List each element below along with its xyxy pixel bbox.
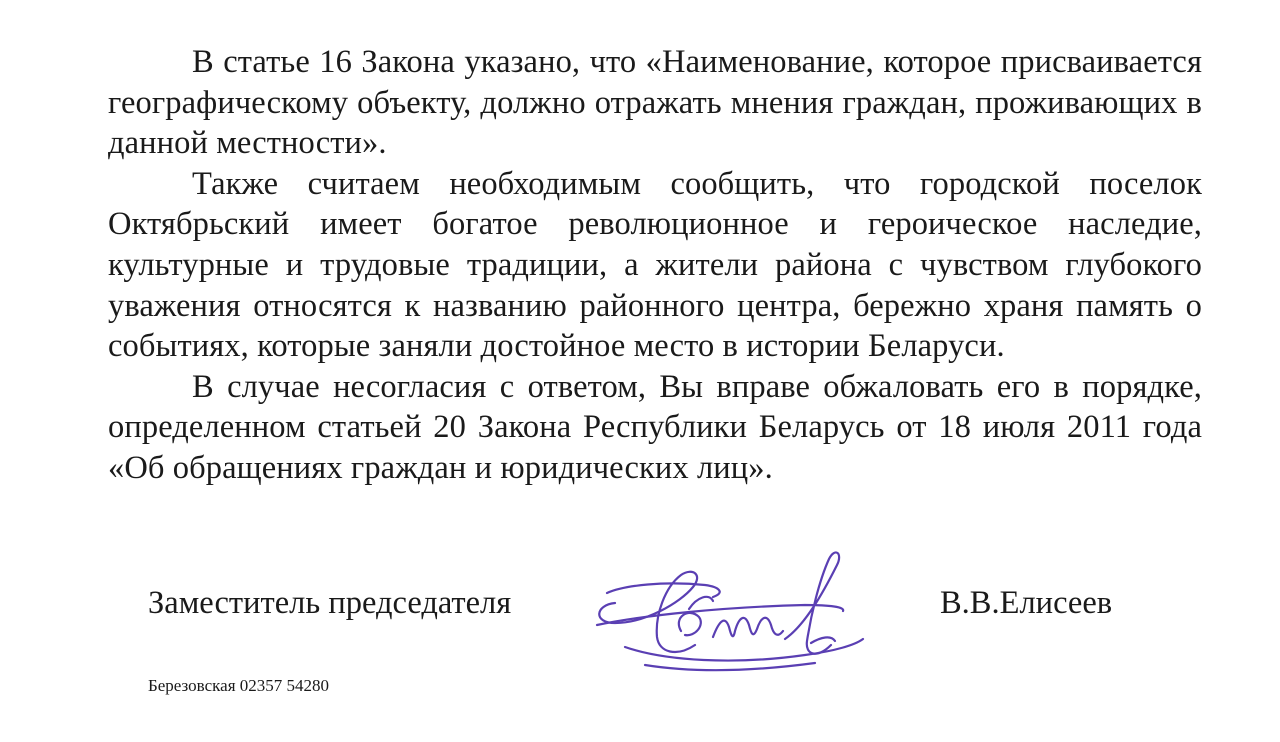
paragraph-article-16: В статье 16 Закона указано, что «Наименование, которое присваивается географическому объекту, должно отражать мнения граждан, проживающих в данной местности». (108, 44, 1202, 162)
signature-block (0, 545, 1280, 680)
executor-contact: Березовская 02357 54280 (148, 676, 330, 695)
handwritten-signature (585, 545, 885, 680)
paragraph-oktyabrsky-heritage: Также считаем необходимым сообщить, что городской поселок Октябрьский имеет богатое революционное и героическое наследие, культурные и трудовые традиции, а жители района с чувством глубокого уважения относятся к названию районного центра, бережно храня память о событиях, которые заняли достойное место в истории Беларуси. (108, 165, 1202, 365)
paragraph-appeal-rights: В случае несогласия с ответом, Вы вправе обжаловать его в порядке, определенном статьей 20 Закона Республики Беларусь от 18 июля 2011 года «Об обращениях граждан и юридических лиц». (108, 368, 1202, 486)
signatory-title: Заместитель председателя (148, 585, 512, 621)
letter-body (108, 42, 1202, 489)
signatory-name: В.В.Елисеев (940, 585, 1113, 621)
